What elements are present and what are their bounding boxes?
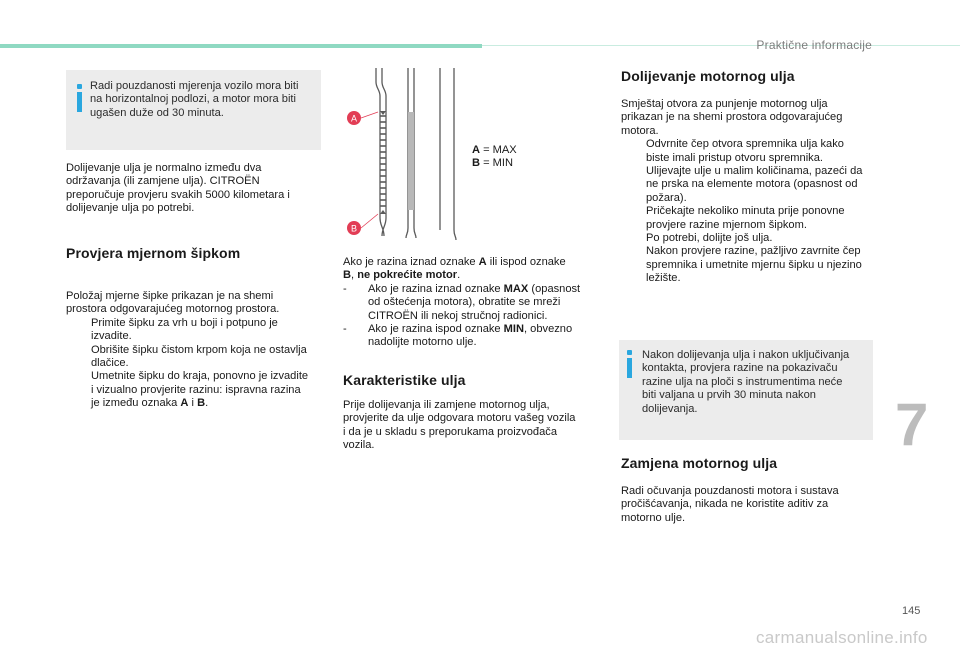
marker-b-label: B: [350, 223, 358, 234]
text-line: Položaj mjerne šipke prikazan je na shemi: [66, 290, 274, 302]
text-line: Umetnite šipku do kraja, ponovno je izvadite: [91, 370, 309, 383]
text-line: Primite šipku za vrh u boji i potpuno je: [91, 316, 278, 329]
text-line: Radi očuvanja pouzdanosti motora i sustava: [621, 485, 839, 497]
dipstick-check-paragraph: [66, 290, 308, 411]
text-line: Dolijevanje ulja je normalno između dva: [66, 162, 262, 174]
text-line: motora.: [621, 124, 659, 137]
heading-oil-change: Zamjena motornog ulja: [621, 455, 778, 471]
text-line: Obrišite šipku čistom krpom koja ne ostavlja: [91, 343, 307, 356]
oil-characteristics-paragraph: [343, 399, 575, 453]
header-accent-bar: [0, 44, 482, 48]
bullet-item: [66, 370, 308, 383]
text-line: Nakon dolijevanja ulja i nakon uključivanja: [642, 349, 850, 361]
dash-marker: -: [343, 282, 347, 295]
watermark-text: carmanualsonline.info: [756, 628, 928, 647]
text-line: prostora odgovarajućeg motornog prostora.: [66, 303, 280, 316]
text-line: razine ulja na ploči s instrumentima neće: [642, 375, 843, 388]
mark-a-arrow: [380, 111, 386, 115]
text-line: i da je u skladu s preporukama proizvođača: [343, 425, 557, 438]
heading-oil-characteristics: Karakteristike ulja: [343, 372, 466, 388]
text-line: spremnika i umetnite mjernu šipku u njezino: [646, 258, 862, 271]
header-rule: [482, 45, 960, 46]
text-line: dolijevanje ulja po potrebi.: [66, 202, 195, 215]
dash-marker: -: [343, 323, 347, 336]
level-band: [408, 112, 414, 210]
text-line: biti valjana u prvih 30 minuta nakon: [642, 389, 816, 402]
figure-legend: [472, 144, 517, 171]
text-line: i vizualno provjerite razinu: ispravna razina: [91, 383, 301, 396]
text-line: biste imali pristup otvoru spremnika.: [646, 151, 823, 164]
oil-change-paragraph: [621, 485, 839, 525]
bullet-item: Odvrnite čep otvora spremnika ulja kako: [646, 138, 844, 151]
heading-dipstick-check: Provjera mjernom šipkom: [66, 245, 241, 261]
text-line: ležište.: [646, 272, 681, 285]
bullet-item: Po potrebi, dolijte još ulja.: [646, 232, 773, 245]
bullet-item: [66, 317, 308, 330]
bullet-item: Pričekajte nekoliko minuta prije ponovne: [646, 205, 845, 218]
text-line: Prije dolijevanja ili zamjene motornog ulja,: [343, 399, 550, 411]
text-line: izvadite.: [91, 330, 132, 343]
text-line: preporučuje provjeru svakih 5000 kilometara i: [66, 188, 290, 201]
dipstick-scale: [380, 116, 386, 206]
text-line: motorno ulje.: [621, 511, 686, 524]
bullet-item: Nakon provjere razine, pažljivo zavrnite čep: [646, 245, 861, 258]
text-line: pročišćavanja, nikada ne koristite aditiv za: [621, 498, 829, 511]
text-line: CITROËN ili nekoj stručnoj radionici.: [368, 309, 548, 322]
info-box-indicator: [619, 340, 873, 440]
dash-item: - Ako je razina iznad oznake MAX (opasnost: [343, 282, 581, 295]
intro-paragraph: [66, 162, 290, 216]
info-icon: [625, 350, 635, 380]
info-text: [642, 349, 849, 416]
text-line: kontakta, provjera razine na pokazivaču: [642, 362, 838, 375]
dipstick-illustration: [342, 68, 472, 240]
text-line: vozila.: [343, 439, 375, 452]
text-line: prikazan je na shemi prostora odgovarajućeg: [621, 111, 843, 124]
text-line: Ako je razina iznad oznake A ili ispod oznake: [343, 256, 566, 268]
text-line: održavanja (ili zamjene ulja). CITROËN: [66, 175, 260, 188]
info-text: [90, 80, 298, 120]
chapter-number: 7: [895, 391, 929, 458]
page-number: 145: [902, 605, 921, 617]
text-line: ne prska na elemente motora (opasnost od: [646, 178, 858, 191]
page-header-title: Praktične informacije: [756, 38, 872, 52]
topping-up-paragraph: [621, 98, 862, 286]
heading-topping-up-oil: Dolijevanje motornog ulja: [621, 68, 795, 84]
tube-outer-right: [454, 68, 456, 240]
legend-min: B = MIN: [472, 157, 513, 170]
mark-b-arrow: [380, 210, 386, 214]
text-line: na horizontalnoj podlozi, a motor mora biti: [90, 93, 296, 106]
text-line: provjere razine mjernom šipkom.: [646, 218, 807, 231]
text-line: Smještaj otvora za punjenje motornog ulja: [621, 98, 828, 110]
info-icon: [75, 84, 85, 114]
guide-tube-right: [414, 68, 416, 238]
text-line: je između oznaka A i B.: [91, 397, 209, 410]
text-line: nadolijte motorno ulje.: [368, 336, 477, 349]
text-line: Radi pouzdanosti mjerenja vozilo mora biti: [90, 80, 299, 92]
info-box-measurement: [66, 70, 321, 150]
text-line: dlačice.: [91, 357, 129, 370]
marker-a-label: A: [350, 113, 358, 124]
guide-tube-left: [406, 68, 408, 238]
text-line: požara).: [646, 191, 687, 204]
text-line: dolijevanja.: [642, 402, 698, 415]
bullet-item: Ulijevajte ulje u malim količinama, pazeći da: [646, 165, 863, 178]
text-line: ugašen duže od 30 minuta.: [90, 106, 224, 119]
text-line: provjerite da ulje odgovara motoru vašeg vozila: [343, 412, 576, 425]
bullet-item: [66, 344, 308, 357]
text-line: B, ne pokrećite motor.: [343, 269, 461, 282]
level-warning-paragraph: [343, 256, 580, 350]
text-line: od oštećenja motora), obratite se mreži: [368, 296, 561, 309]
dash-item: - Ako je razina ispod oznake MIN, obvezno: [343, 323, 573, 336]
legend-max: A = MAX: [472, 144, 517, 156]
